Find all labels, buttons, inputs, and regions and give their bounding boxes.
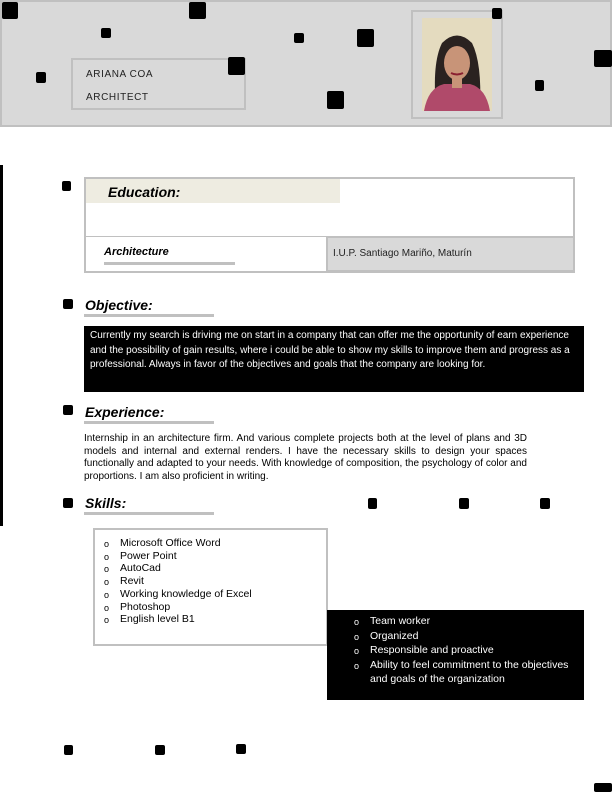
bullet-square	[63, 498, 73, 508]
profile-photo	[422, 18, 492, 111]
skill-item: o English level B1	[94, 613, 252, 626]
decor-square	[594, 50, 612, 67]
experience-heading: Experience:	[85, 404, 165, 420]
decor-square	[294, 33, 304, 43]
skills-underline	[84, 512, 214, 515]
soft-skills-list	[344, 614, 584, 687]
decor-square	[2, 2, 18, 19]
decor-square	[236, 744, 246, 754]
decor-square	[189, 2, 206, 19]
skill-item: o AutoCad	[94, 562, 252, 575]
bullet-square	[63, 299, 73, 309]
skill-item: o Microsoft Office Word	[94, 537, 252, 550]
decor-square	[357, 29, 374, 47]
candidate-title: ARCHITECT	[86, 92, 149, 103]
skill-item: o Team worker	[344, 614, 584, 629]
decor-square	[594, 783, 612, 792]
education-degree: Architecture	[104, 246, 169, 258]
decor-square	[101, 28, 111, 38]
candidate-name: ARIANA COA	[86, 69, 154, 80]
education-heading: Education:	[108, 184, 181, 200]
objective-underline	[84, 314, 214, 317]
skill-item: o Photoshop	[94, 601, 252, 614]
decor-square	[459, 498, 469, 509]
decor-square	[228, 57, 245, 75]
left-rule	[0, 165, 3, 526]
decor-square	[327, 91, 344, 109]
decor-square	[155, 745, 165, 755]
decor-square	[368, 498, 377, 509]
skill-item: o Responsible and proactive	[344, 643, 584, 658]
decor-square	[36, 72, 46, 83]
name-box	[71, 58, 246, 110]
objective-heading: Objective:	[85, 297, 153, 313]
objective-text: Currently my search is driving me on start in a company that can offer me the opportunity of earn experience and the possibility of gain results, where i could be able to show my skills to improve them and progress as a professional. Always in favor of the objectives and goals that the company are looking for.	[84, 326, 584, 392]
divider	[86, 236, 327, 237]
education-institution: I.U.P. Santiago Mariño, Maturín	[326, 236, 575, 272]
bullet-square	[62, 181, 71, 191]
decor-square	[492, 8, 502, 19]
decor-square	[64, 745, 73, 755]
decor-square	[540, 498, 550, 509]
decor-square	[535, 80, 544, 91]
experience-text: Internship in an architecture firm. And various complete projects both at the level of plans and 3D models and internal and external renders. I have the necessary skills to design your spaces functionally and adapted to your needs. With knowledge of composition, the psychology of color and proportions. I am also proficient in writing.	[84, 433, 527, 482]
skill-item: o Power Point	[94, 550, 252, 563]
bullet-square	[63, 405, 73, 415]
skill-item: o Ability to feel commitment to the objectives and goals of the organization	[344, 658, 584, 687]
degree-underline	[104, 262, 235, 265]
skill-item: o Working knowledge of Excel	[94, 588, 252, 601]
skill-item: o Revit	[94, 575, 252, 588]
skill-item: o Organized	[344, 629, 584, 644]
experience-underline	[84, 421, 214, 424]
skills-heading: Skills:	[85, 495, 127, 511]
technical-skills-list	[94, 537, 252, 626]
